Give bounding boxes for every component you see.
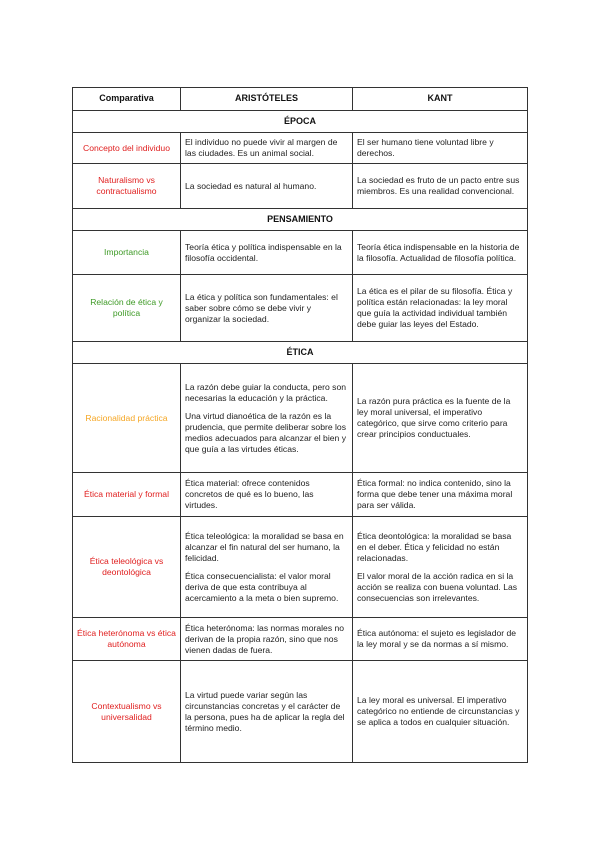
aristoteles-cell bbox=[181, 275, 353, 342]
section-row-pensamiento bbox=[73, 209, 528, 231]
aristoteles-cell bbox=[181, 473, 353, 517]
kant-text: Teoría ética indispensable en la historia de la filosofía. Actualidad de filosofía política. bbox=[357, 241, 520, 263]
section-title-etica: ÉTICA bbox=[73, 342, 528, 364]
kant-text: La ética es el pilar de su filosofía. Ética y política están relacionadas: la ley moral que guía la actividad individual también debe guiar las leyes del Estado. bbox=[357, 286, 513, 329]
section-title-epoca: ÉPOCA bbox=[73, 111, 528, 133]
aristoteles-cell bbox=[181, 231, 353, 275]
row-label-contextualismo: Contextualismo vs universalidad bbox=[73, 661, 181, 763]
comparison-table bbox=[72, 87, 528, 763]
table-row bbox=[73, 364, 528, 473]
row-label-naturalismo: Naturalismo vs contractualismo bbox=[73, 164, 181, 209]
aristoteles-cell bbox=[181, 661, 353, 763]
kant-cell bbox=[353, 661, 528, 763]
aristoteles-text: Ética heterónoma: las normas morales no derivan de la propia razón, sino que nos vienen dadas de fuera. bbox=[185, 622, 345, 655]
row-label-heteronoma: Ética heterónoma vs ética autónoma bbox=[73, 618, 181, 661]
header-kant: KANT bbox=[353, 88, 528, 111]
aristoteles-cell bbox=[181, 133, 353, 164]
row-label-relacion: Relación de ética y política bbox=[73, 275, 181, 342]
aristoteles-text: La razón debe guiar la conducta, pero son necesarias la educación y la práctica. bbox=[185, 381, 347, 403]
table-row bbox=[73, 164, 528, 209]
kant-cell bbox=[353, 618, 528, 661]
aristoteles-text: La virtud puede variar según las circunstancias concretas y el carácter de la persona, pues ha de aplicar la regla del término medio. bbox=[185, 689, 345, 733]
table-row bbox=[73, 133, 528, 164]
header-aristoteles: ARISTÓTELES bbox=[181, 88, 353, 111]
kant-cell bbox=[353, 133, 528, 164]
aristoteles-text: Una virtud dianoética de la razón es la prudencia, que permite deliberar sobre los medios adecuados para alcanzar el bien y que guía a las virtudes éticas. bbox=[185, 410, 346, 454]
kant-text: La sociedad es fruto de un pacto entre sus miembros. Es una realidad convencional. bbox=[357, 175, 520, 196]
table-row bbox=[73, 275, 528, 342]
row-label-teleologica: Ética teleológica vs deontológica bbox=[73, 517, 181, 618]
aristoteles-text: El individuo no puede vivir al margen de las ciudades. Es un animal social. bbox=[185, 137, 338, 158]
aristoteles-cell bbox=[181, 517, 353, 618]
aristoteles-cell bbox=[181, 618, 353, 661]
kant-cell bbox=[353, 473, 528, 517]
kant-text: La ley moral es universal. El imperativo categórico no entiende de circunstancias y se aplica a todos en cualquier situación. bbox=[357, 695, 520, 727]
aristoteles-cell bbox=[181, 164, 353, 209]
aristoteles-text: La ética y política son fundamentales: el saber sobre cómo se debe vivir y organizar la sociedad. bbox=[185, 291, 338, 324]
kant-text: La razón pura práctica es la fuente de la ley moral universal, el imperativo categórico, que sirve como criterio para crear principios conductuales. bbox=[357, 396, 511, 439]
header-comparativa: Comparativa bbox=[73, 88, 181, 111]
kant-cell bbox=[353, 517, 528, 618]
aristoteles-text: Ética teleológica: la moralidad se basa en alcanzar el fin natural del ser humano, la felicidad. bbox=[185, 530, 344, 563]
table-row bbox=[73, 661, 528, 763]
aristoteles-text: La sociedad es natural al humano. bbox=[185, 180, 317, 191]
header-row bbox=[73, 88, 528, 111]
aristoteles-text: Ética consecuencialista: el valor moral deriva de que esta contribuya al acercamiento a la meta o bien supremo. bbox=[185, 570, 339, 603]
kant-cell bbox=[353, 275, 528, 342]
kant-cell bbox=[353, 231, 528, 275]
row-label-racionalidad: Racionalidad práctica bbox=[73, 364, 181, 473]
kant-text: El ser humano tiene voluntad libre y derechos. bbox=[357, 137, 494, 158]
table-row bbox=[73, 517, 528, 618]
aristoteles-cell bbox=[181, 364, 353, 473]
section-row-etica bbox=[73, 342, 528, 364]
row-label-material-formal: Ética material y formal bbox=[73, 473, 181, 517]
table-row bbox=[73, 618, 528, 661]
kant-text: Ética formal: no indica contenido, sino la forma que debe tener una máxima moral para ser válida. bbox=[357, 478, 513, 510]
kant-text: El valor moral de la acción radica en si la acción se realiza con buena voluntad. Las consecuencias son irrelevantes. bbox=[357, 570, 518, 603]
table-row bbox=[73, 473, 528, 517]
table-row bbox=[73, 231, 528, 275]
section-row-epoca bbox=[73, 111, 528, 133]
row-label-concepto: Concepto del individuo bbox=[73, 133, 181, 164]
kant-cell bbox=[353, 164, 528, 209]
aristoteles-text: Teoría ética y política indispensable en la filosofía occidental. bbox=[185, 241, 342, 263]
kant-text: Ética deontológica: la moralidad se basa en el deber. Ética y felicidad no están relacionadas. bbox=[357, 530, 512, 563]
kant-cell bbox=[353, 364, 528, 473]
section-title-pensamiento: PENSAMIENTO bbox=[73, 209, 528, 231]
aristoteles-text: Ética material: ofrece contenidos concretos de qué es lo bueno, las virtudes. bbox=[185, 478, 314, 510]
kant-text: Ética autónoma: el sujeto es legislador de la ley moral y se da normas a sí mismo. bbox=[357, 628, 517, 649]
row-label-importancia: Importancia bbox=[73, 231, 181, 275]
